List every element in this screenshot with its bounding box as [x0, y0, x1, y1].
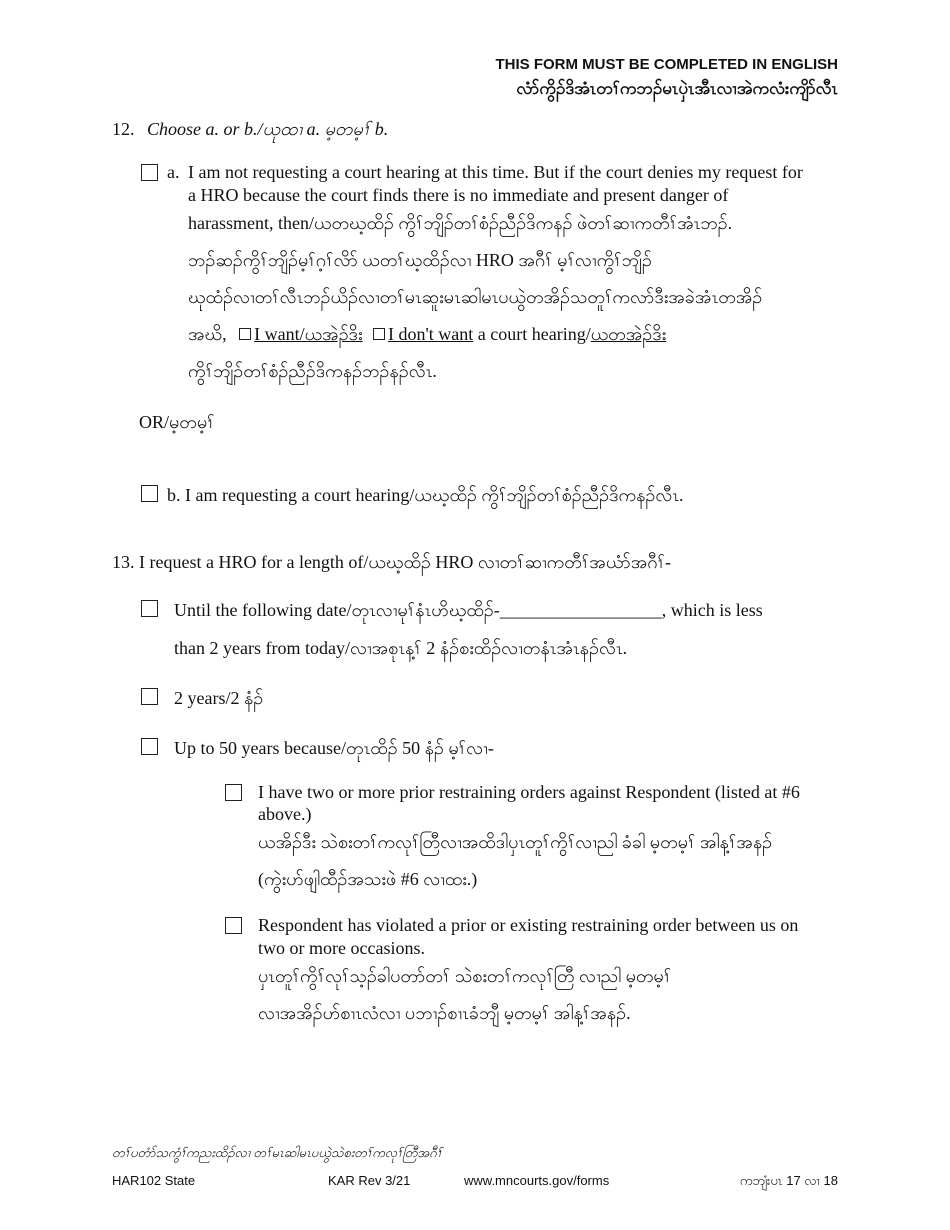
footer-form-title: တၢ်ပတံာ်သကွံၢ်ကညးထိၣ်လၢ တၢ်မၤဆါမၤပယွဲသဲစးတၢ်ကလုၢ်တြီအဂီၢ်	[112, 1145, 443, 1160]
q12-title: Choose a. or b./ယုထၢ a. မ့တမ့ၢ် b.	[147, 119, 389, 139]
dont-want-hearing-label: I don't want	[388, 324, 474, 344]
header-english-notice: THIS FORM MUST BE COMPLETED IN ENGLISH	[495, 56, 838, 73]
court-hearing-label: a court hearing/	[477, 324, 591, 344]
q12-a-checkbox[interactable]	[141, 164, 158, 181]
q12-a-line6-start: အဃိ,	[188, 324, 227, 344]
q13-violated-order-checkbox[interactable]	[225, 917, 242, 934]
q12-b-text: b. I am requesting a court hearing/ယဃ့ထိၣ် ကွိၢ်ဘျိၣ်တၢ်စံၣ်ညီၣ်ဒိကနၣ်လီၤ.	[167, 485, 684, 505]
q13-prior-orders-line-3: ယအိၣ်ဒီး သဲစးတၢ်ကလုၢ်တြီလၢအထိဒါပှၤတူၢ်ကွိၢ်လၢညါ ခံခါ မ့တမ့ၢ် အါန့ၢ်အနၣ်	[258, 832, 773, 852]
dont-want-hearing-checkbox[interactable]	[373, 328, 385, 340]
want-hearing-checkbox[interactable]	[239, 328, 251, 340]
q12-a-line-4: ဘၣ်ဆၣ်ကွိၢ်ဘျိၣ်မ့ၢ်ဂ့ၢ်လိာ် ယတၢ်ဃ့ထိၣ်လၢ HRO အဂီၢ် မ့ၢ်လၢကွိၢ်ဘျိၣ်	[188, 250, 652, 270]
q12-title-row	[112, 117, 388, 144]
q13-prior-orders-checkbox[interactable]	[225, 784, 242, 801]
q13-violated-order-line-4: လၢအအိၣ်ဟ်စၢၤလံလၢ ပဘၢၣ်စၢၤခံဘျီ မ့တမ့ၢ် အါန့ၢ်အနၣ်.	[258, 1003, 631, 1023]
q13-fifty-years-label: Up to 50 years because/တုၤထိၣ် 50 နံၣ် မ့ၢ်လၢ-	[174, 738, 494, 758]
dont-want-karen-label: ယတအဲၣ်ဒိး	[590, 324, 667, 344]
q12-a-marker: a.	[167, 162, 180, 182]
q13-violated-order-line-2: two or more occasions.	[258, 938, 425, 958]
q13-prior-orders-line-1: I have two or more prior restraining orders against Respondent (listed at #6	[258, 782, 800, 802]
q13-prior-orders-line-2: above.)	[258, 804, 312, 824]
q12-a-line-2: a HRO because the court finds there is no immediate and present danger of	[188, 185, 729, 205]
q12-or: OR/မ့တမ့ၢ်	[139, 412, 215, 432]
q13-two-years-checkbox[interactable]	[141, 688, 158, 705]
q12-number: 12.	[112, 119, 135, 139]
q12-a-line-5: ဃုထံၣ်လၢတၢ်လီၤဘၣ်ယိၣ်လၢတၢ်မၤဆူးမၤဆါမၤပယွဲတအိၣ်သတူၢ်ကလာ်ဒီးအခဲအံၤတအိၣ်	[188, 287, 763, 307]
q12-a-line-6	[188, 322, 666, 349]
q13-violated-order-line-1: Respondent has violated a prior or existing restraining order between us on	[258, 915, 799, 935]
footer-form-code: HAR102 State	[112, 1173, 196, 1188]
footer-language-revision: KAR Rev 3/21	[328, 1173, 411, 1188]
footer-page-number: ကဘျံးပၤ 17 လၢ 18	[739, 1173, 838, 1188]
q12-a-line-3: harassment, then/ယတဃ့ထိၣ် ကွိၢ်ဘျိၣ်တၢ်စံၣ်ညီၣ်ဒိကနၣ် ဖဲတၢ်ဆၢကတီၢ်အံၤဘၣ်.	[188, 213, 733, 233]
q13-until-date-line-2: than 2 years from today/လၢအစုၤန့ၢ် 2 နံၣ်စးထိၣ်လၢတနံၤအံၤနၣ်လီၤ.	[174, 638, 628, 658]
q12-a-line-1: I am not requesting a court hearing at this time. But if the court denies my request for	[188, 162, 803, 182]
q13-violated-order-line-3: ပှၤတူၢ်ကွိၢ်လုၢ်သ့ၣ်ခါပတာ်တၢ် သဲစးတၢ်ကလုၢ်တြီ လၢညါ မ့တမ့ၢ်	[258, 966, 672, 986]
want-hearing-label: I want/ယအဲၣ်ဒိး	[254, 324, 363, 344]
q12-b-checkbox[interactable]	[141, 485, 158, 502]
q12-a-line-7: ကွိၢ်ဘျိၣ်တၢ်စံၣ်ညီၣ်ဒိကနၣ်ဘၣ်နၣ်လီၤ.	[188, 361, 437, 381]
footer-url[interactable]: www.mncourts.gov/forms	[464, 1173, 610, 1188]
q13-until-date-checkbox[interactable]	[141, 600, 158, 617]
q13-until-date-line-1: Until the following date/တုၤလၢမုၢ်နံၤဟိဃ့ထိၣ်-__________________, which is less	[174, 600, 763, 620]
q13-two-years-label: 2 years/2 နံၣ်	[174, 688, 264, 708]
q13-title: 13. I request a HRO for a length of/ယဃ့ထိၣ် HRO လၢတၢ်ဆၢကတီၢ်အယံာ်အဂီၢ်-	[112, 552, 671, 572]
header-karen-notice: လံာ်ကွိၣ်ဒိအံၤတၢ်ကဘၣ်မၤပှဲၤအီၤလၢအဲကလံးကျိာ်လီၤ	[516, 79, 838, 98]
q13-prior-orders-line-4: (ကွဲးဟ်ဖျါထီၣ်အသးဖဲ #6 လၢထး.)	[258, 869, 478, 889]
q13-fifty-years-checkbox[interactable]	[141, 738, 158, 755]
